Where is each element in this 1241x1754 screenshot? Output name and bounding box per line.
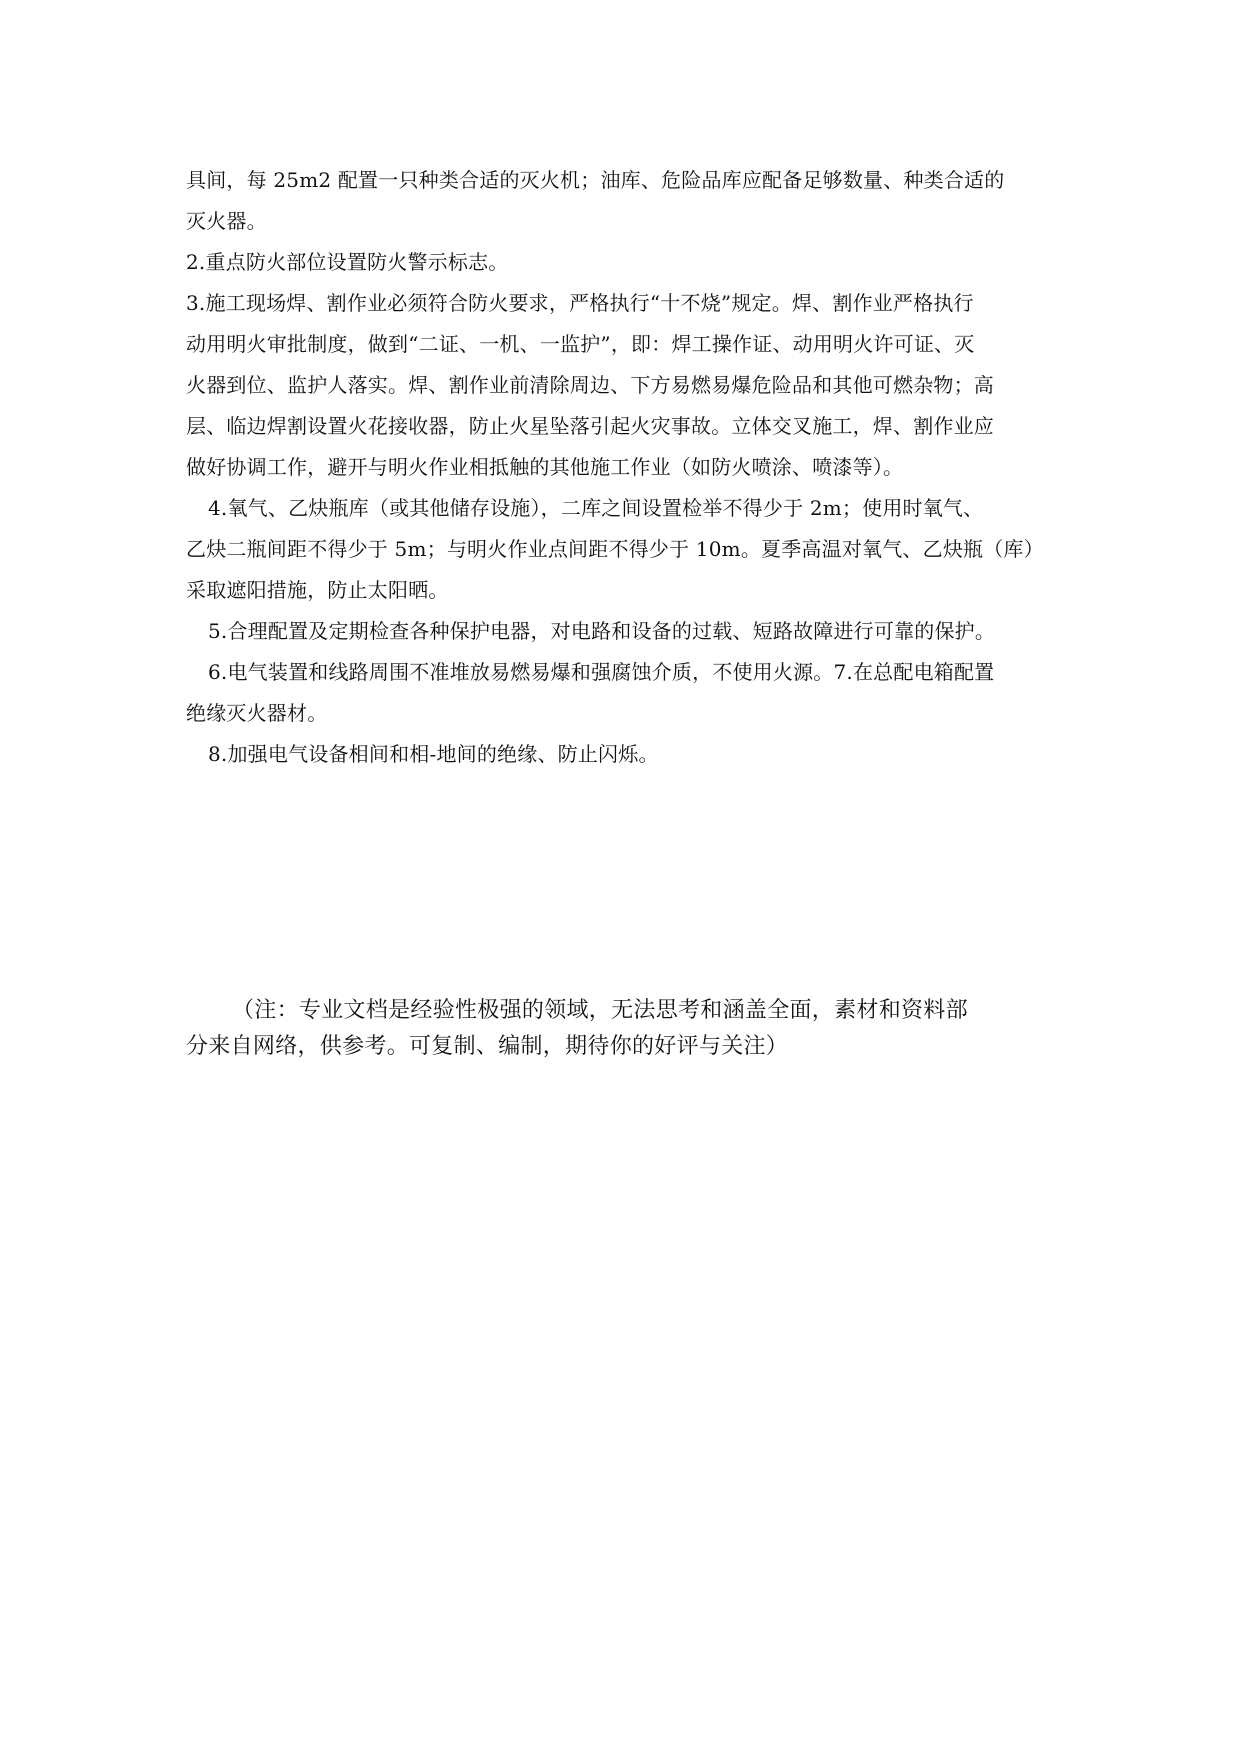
body-line: 做好协调工作，避开与明火作业相抵触的其他施工作业（如防火喷涂、喷漆等）。 [186, 455, 904, 479]
body-line: 采取遮阳措施，防止太阳晒。 [186, 578, 449, 602]
body-line: 5.合理配置及定期检查各种保护电器，对电路和设备的过载、短路故障进行可靠的保护。 [208, 619, 996, 643]
body-line: 动用明火审批制度，做到“二证、一机、一监护”，即：焊工操作证、动用明火许可证、灭 [186, 332, 975, 356]
body-line: 火器到位、监护人落实。焊、割作业前清除周边、下方易燃易爆危险品和其他可燃杂物；高 [186, 373, 994, 397]
body-line: 灭火器。 [186, 209, 267, 233]
footer-note-line: （注：专业文档是经验性极强的领域，无法思考和涵盖全面，素材和资料部 [232, 998, 968, 1023]
body-line: 4.氧气、乙炔瓶库（或其他储存设施），二库之间设置检举不得少于 2m；使用时氧气、 [208, 496, 984, 520]
body-line: 具间，每 25m2 配置一只种类合适的灭火机；油库、危险品库应配备足够数量、种类合适的 [186, 168, 1005, 192]
body-line: 2.重点防火部位设置防火警示标志。 [186, 250, 509, 274]
footer-note-line: 分来自网络，供参考。可复制、编制，期待你的好评与关注） [186, 1034, 789, 1059]
body-line: 3.施工现场焊、割作业必须符合防火要求，严格执行“十不烧”规定。焊、割作业严格执行 [186, 291, 974, 315]
body-line: 绝缘灭火器材。 [186, 701, 328, 725]
body-line: 层、临边焊割设置火花接收器，防止火星坠落引起火灾事故。立体交叉施工，焊、割作业应 [186, 414, 994, 438]
body-line: 8.加强电气设备相间和相-地间的绝缘、防止闪烁。 [208, 742, 659, 766]
body-line: 6.电气装置和线路周围不准堆放易燃易爆和强腐蚀介质，不使用火源。7.在总配电箱配置 [208, 660, 995, 684]
body-line: 乙炔二瓶间距不得少于 5m；与明火作业点间距不得少于 10m。夏季高温对氧气、乙炔瓶（库） [186, 537, 1044, 561]
